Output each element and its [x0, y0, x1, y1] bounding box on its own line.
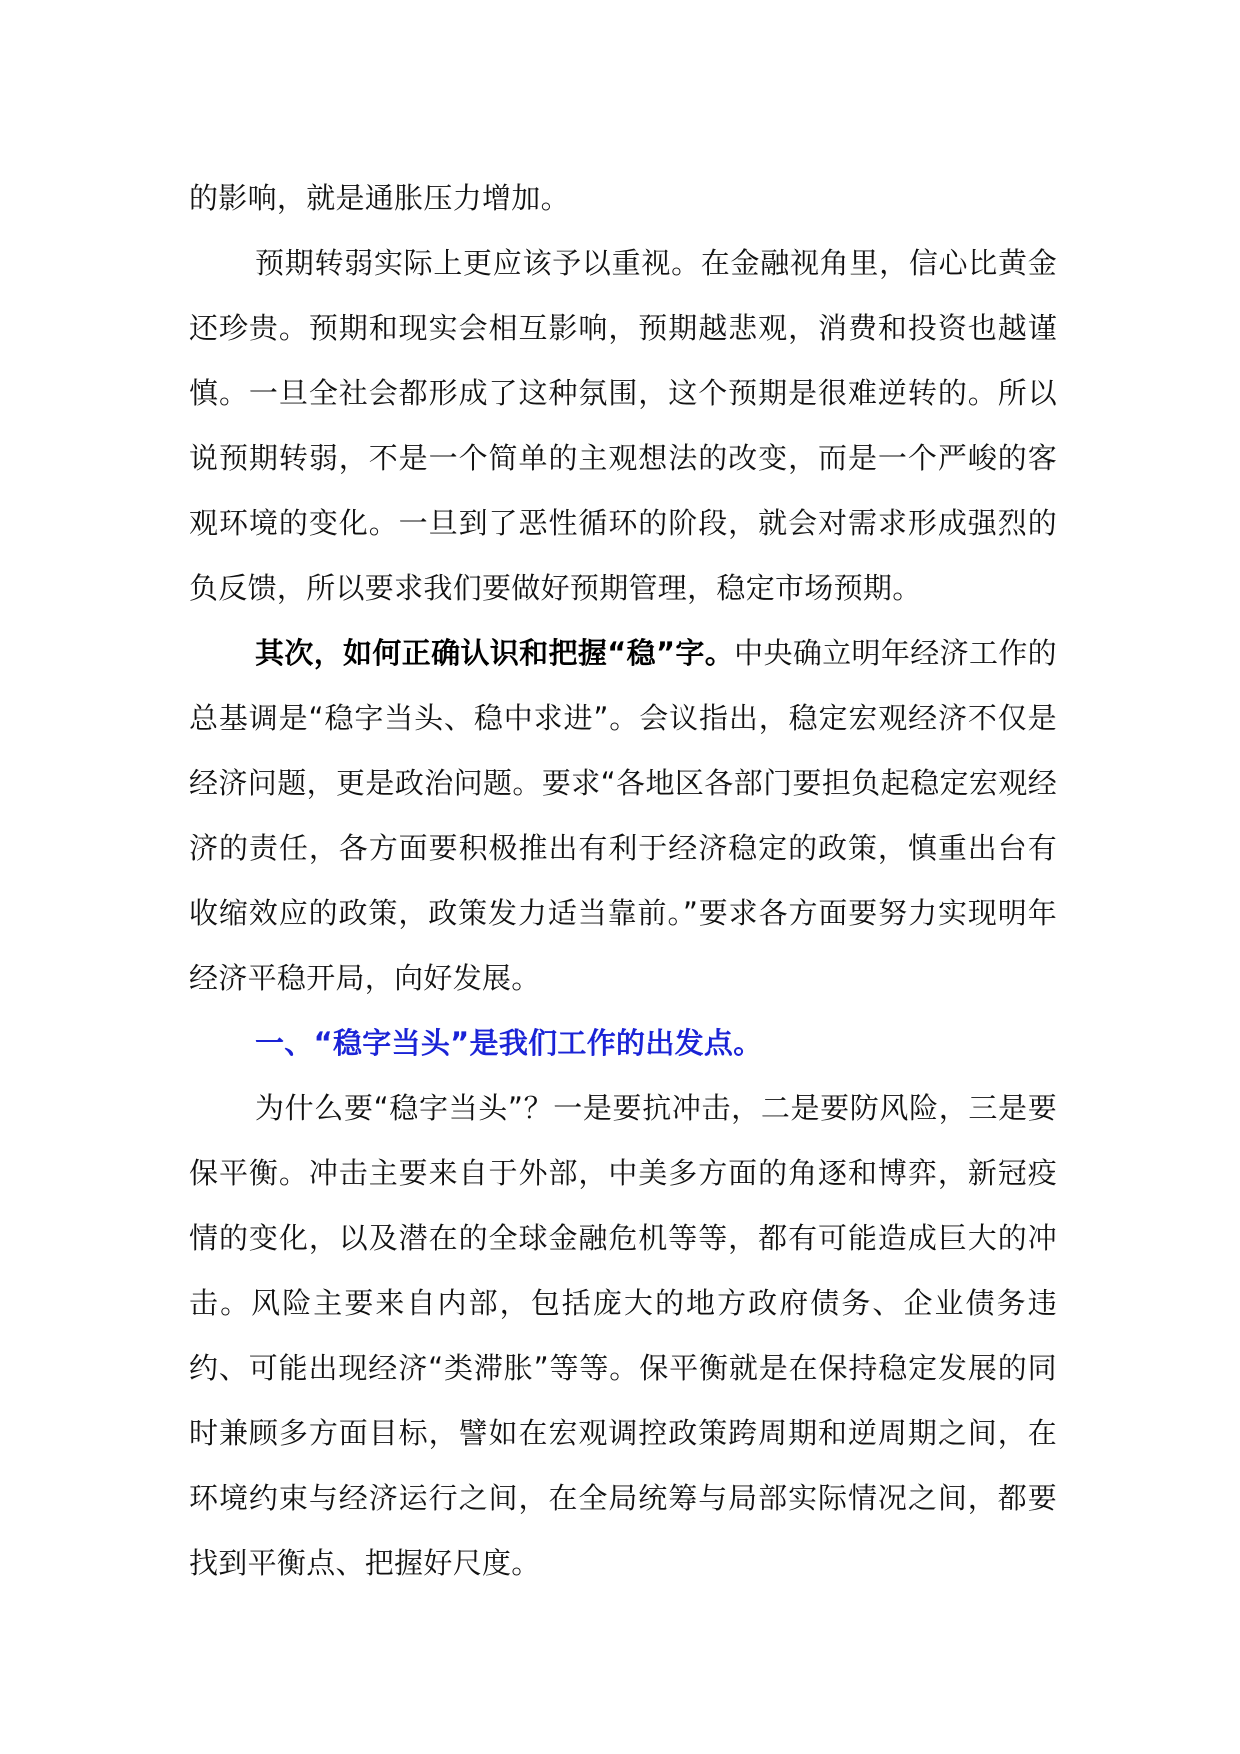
paragraph-body-text: 中央确立明年经济工作的总基调是“稳字当头、稳中求进”。会议指出，稳定宏观经济不仅是经济问题，更是政治问题。要求“各地区各部门要担负起稳定宏观经济的责任，各方面要积极推出有利于经济稳定的政策，慎重出台有收缩效应的政策，政策发力适当靠前。”要求各方面要努力实现明年经济平稳开局，向好发展。 [189, 636, 1057, 995]
paragraph-lead-bold: 其次，如何正确认识和把握“稳”字。 [255, 636, 735, 670]
paragraph-why-stability: 为什么要“稳字当头”？一是要抗冲击，二是要防风险，三是要保平衡。冲击主要来自于外部，中美多方面的角逐和博弈，新冠疫情的变化，以及潜在的全球金融危机等等，都有可能造成巨大的冲击。风险主要来自内部，包括庞大的地方政府债务、企业债务违约、可能出现经济“类滞胀”等等。保平衡就是在保持稳定发展的同时兼顾多方面目标，譬如在宏观调控政策跨周期和逆周期之间，在环境约束与经济运行之间，在全局统筹与局部实际情况之间，都要找到平衡点、把握好尺度。 [189, 1091, 1057, 1580]
paragraph-continuation: 的影响，就是通胀压力增加。 [189, 181, 570, 215]
paragraph-expectations: 预期转弱实际上更应该予以重视。在金融视角里，信心比黄金还珍贵。预期和现实会相互影响，预期越悲观，消费和投资也越谨慎。一旦全社会都形成了这种氛围，这个预期是很难逆转的。所以说预期转弱，不是一个简单的主观想法的改变，而是一个严峻的客观环境的变化。一旦到了恶性循环的阶段，就会对需求形成强烈的负反馈，所以要求我们要做好预期管理，稳定市场预期。 [189, 246, 1057, 605]
document-body [189, 166, 1057, 1596]
section-heading-text: 一、“稳字当头”是我们工作的出发点。 [255, 1026, 763, 1060]
section-heading [189, 1011, 1057, 1076]
paragraph-stability [189, 621, 1057, 1011]
